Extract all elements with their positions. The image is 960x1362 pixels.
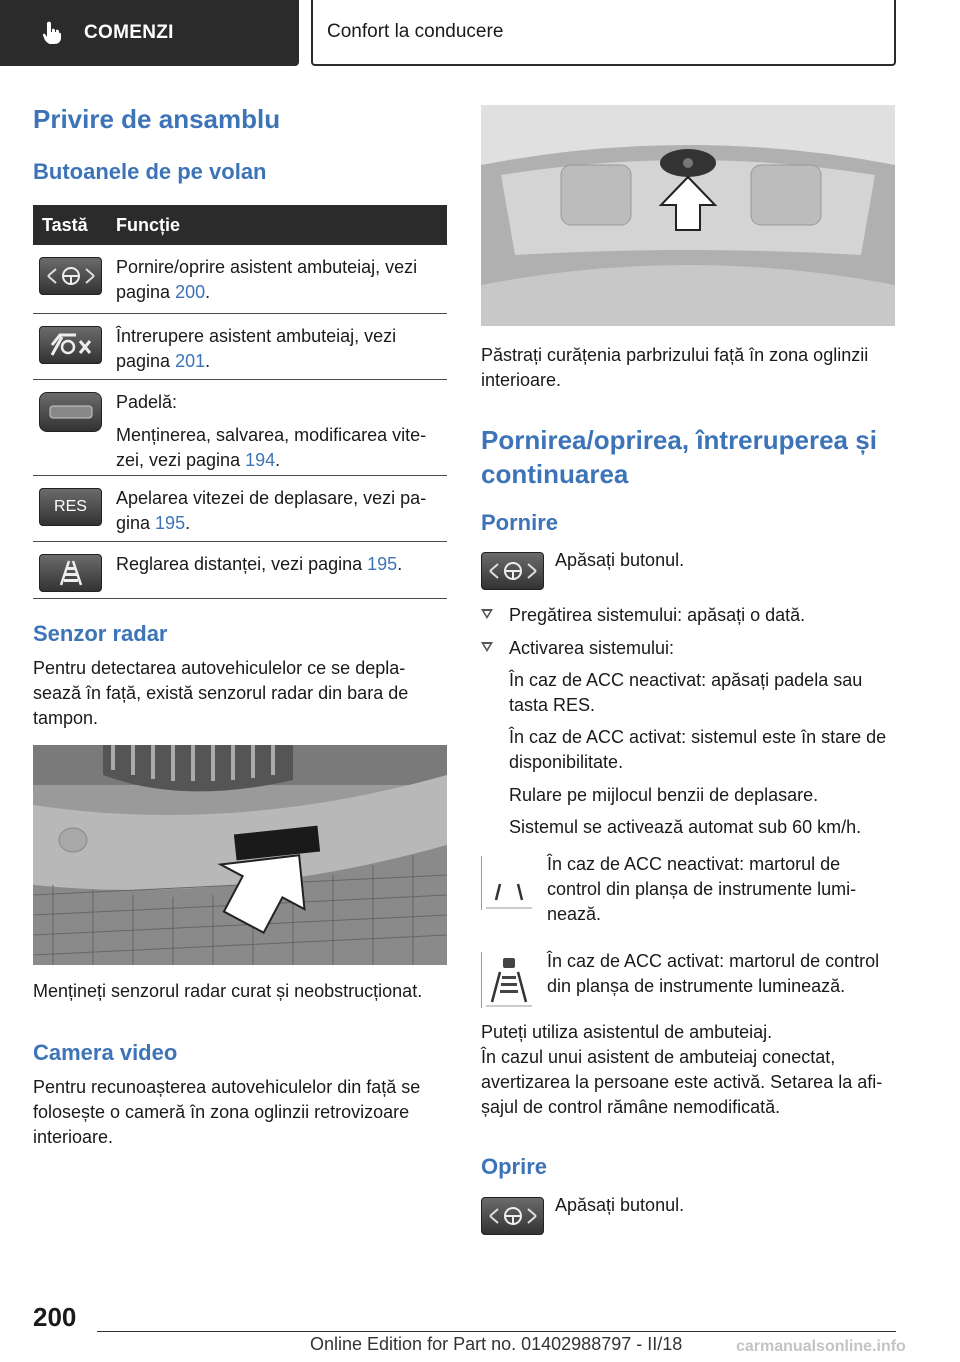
- indicator-active-text: În caz de ACC activat: martorul de control din planșa de instrumente luminează.: [547, 951, 880, 996]
- use-text: Puteți utiliza asistentul de ambuteiaj.: [481, 1022, 773, 1042]
- steering-buttons-table: [33, 205, 447, 599]
- buttons-heading: Butoanele de pe volan: [33, 159, 267, 184]
- radar-heading: Senzor radar: [33, 621, 168, 646]
- steering-wheel-button-icon: [39, 257, 102, 295]
- section-label: COMENZI: [84, 22, 174, 43]
- chapter-box: [311, 0, 896, 66]
- start-heading: Pornire: [481, 510, 559, 535]
- bullet-triangle-icon: [481, 642, 493, 652]
- stop-heading: Oprire: [481, 1154, 548, 1179]
- radar-caption: Mențineți senzorul radar curat și neobstrucționat.: [33, 981, 423, 1001]
- distance-button-icon: [39, 554, 102, 592]
- hand-pointer-icon: [42, 21, 62, 45]
- page-link[interactable]: 201: [175, 351, 206, 371]
- page-link[interactable]: 195: [367, 554, 398, 574]
- page-link[interactable]: 200: [175, 282, 206, 302]
- connected-text: În cazul unui asistent de ambuteiaj conectat, avertizarea la persoane este activă. Setarea la afișajul de control rămâne nemodificată.: [481, 1047, 883, 1117]
- res-button-icon: RES: [39, 488, 102, 526]
- camera-windshield-photo: [481, 105, 895, 326]
- table-row: Reglarea distanței, vezi pagina 195.: [33, 542, 447, 599]
- page-link[interactable]: 194: [245, 450, 276, 470]
- table-row: Pornire/oprire asistent ambuteiaj, vezi pagina 200.: [33, 245, 447, 314]
- page-header: [0, 0, 960, 66]
- page-number: 200: [33, 1302, 77, 1332]
- watermark: carmanualsonline.info: [736, 1338, 906, 1355]
- list-item: Activarea sistemului:: [481, 636, 674, 661]
- table-row: RES Apelarea vitezei de deplasare, vezi pagina 195.: [33, 476, 447, 542]
- steering-wheel-button-icon: [481, 1197, 544, 1235]
- paddle-label: Padelă:: [116, 392, 178, 412]
- sub-text-3: Rulare pe mijlocul benzii de deplasare.: [509, 785, 819, 805]
- sub-text-2: În caz de ACC activat: sistemul este în stare de disponibilitate.: [509, 727, 887, 772]
- windshield-caption: Păstrați curățenia parbrizului față în zona oglinzii interioare.: [481, 345, 869, 390]
- table-row: Padelă: Menținerea, salvarea, modificarea vitezei, vezi pagina 194.: [33, 380, 447, 476]
- sub-text-1: În caz de ACC neactivat: apăsați padela sau tasta RES.: [509, 670, 863, 715]
- col-key-header: Tastă: [42, 214, 88, 235]
- camera-heading: Camera video: [33, 1040, 178, 1065]
- lane-car-indicator-icon: [481, 952, 535, 1008]
- stop-press-text: Apăsați butonul.: [555, 1195, 685, 1215]
- bullet-triangle-icon: [481, 609, 493, 619]
- footer-divider: [97, 1331, 896, 1332]
- table-row: Întrerupere asistent ambuteiaj, vezi pagina 201.: [33, 314, 447, 380]
- indicator-inactive-text: În caz de ACC neactivat: martorul de control din planșa de instrumente luminează.: [547, 854, 857, 924]
- page-title: Privire de ansamblu: [33, 104, 281, 134]
- page-link[interactable]: 195: [155, 513, 186, 533]
- radar-sensor-photo: [33, 745, 447, 965]
- radar-text: Pentru detectarea autovehiculelor ce se deplasează în față, există senzorul radar din bara de tampon.: [33, 658, 409, 728]
- start-press-text: Apăsați butonul.: [555, 550, 685, 570]
- interrupt-assist-button-icon: [39, 326, 102, 364]
- chapter-title: Confort la conducere: [327, 21, 504, 42]
- table-header: [33, 205, 447, 245]
- sub-text-4: Sistemul se activează automat sub 60 km/h.: [509, 817, 862, 837]
- paddle-icon: [39, 392, 102, 432]
- camera-text: Pentru recunoașterea autovehiculelor din față se folosește o cameră în zona oglinzii retrovizoare interioare.: [33, 1077, 421, 1147]
- steering-wheel-button-icon: [481, 552, 544, 590]
- col-function-header: Funcție: [116, 214, 181, 235]
- list-item: Pregătirea sistemului: apăsați o dată.: [481, 603, 805, 628]
- section-tab: [0, 0, 299, 66]
- edition-text: Online Edition for Part no. 01402988797 - II/18: [310, 1334, 683, 1354]
- section-title: Pornirea/oprirea, întreruperea și continuarea: [481, 425, 877, 489]
- lane-indicator-icon: [481, 856, 535, 910]
